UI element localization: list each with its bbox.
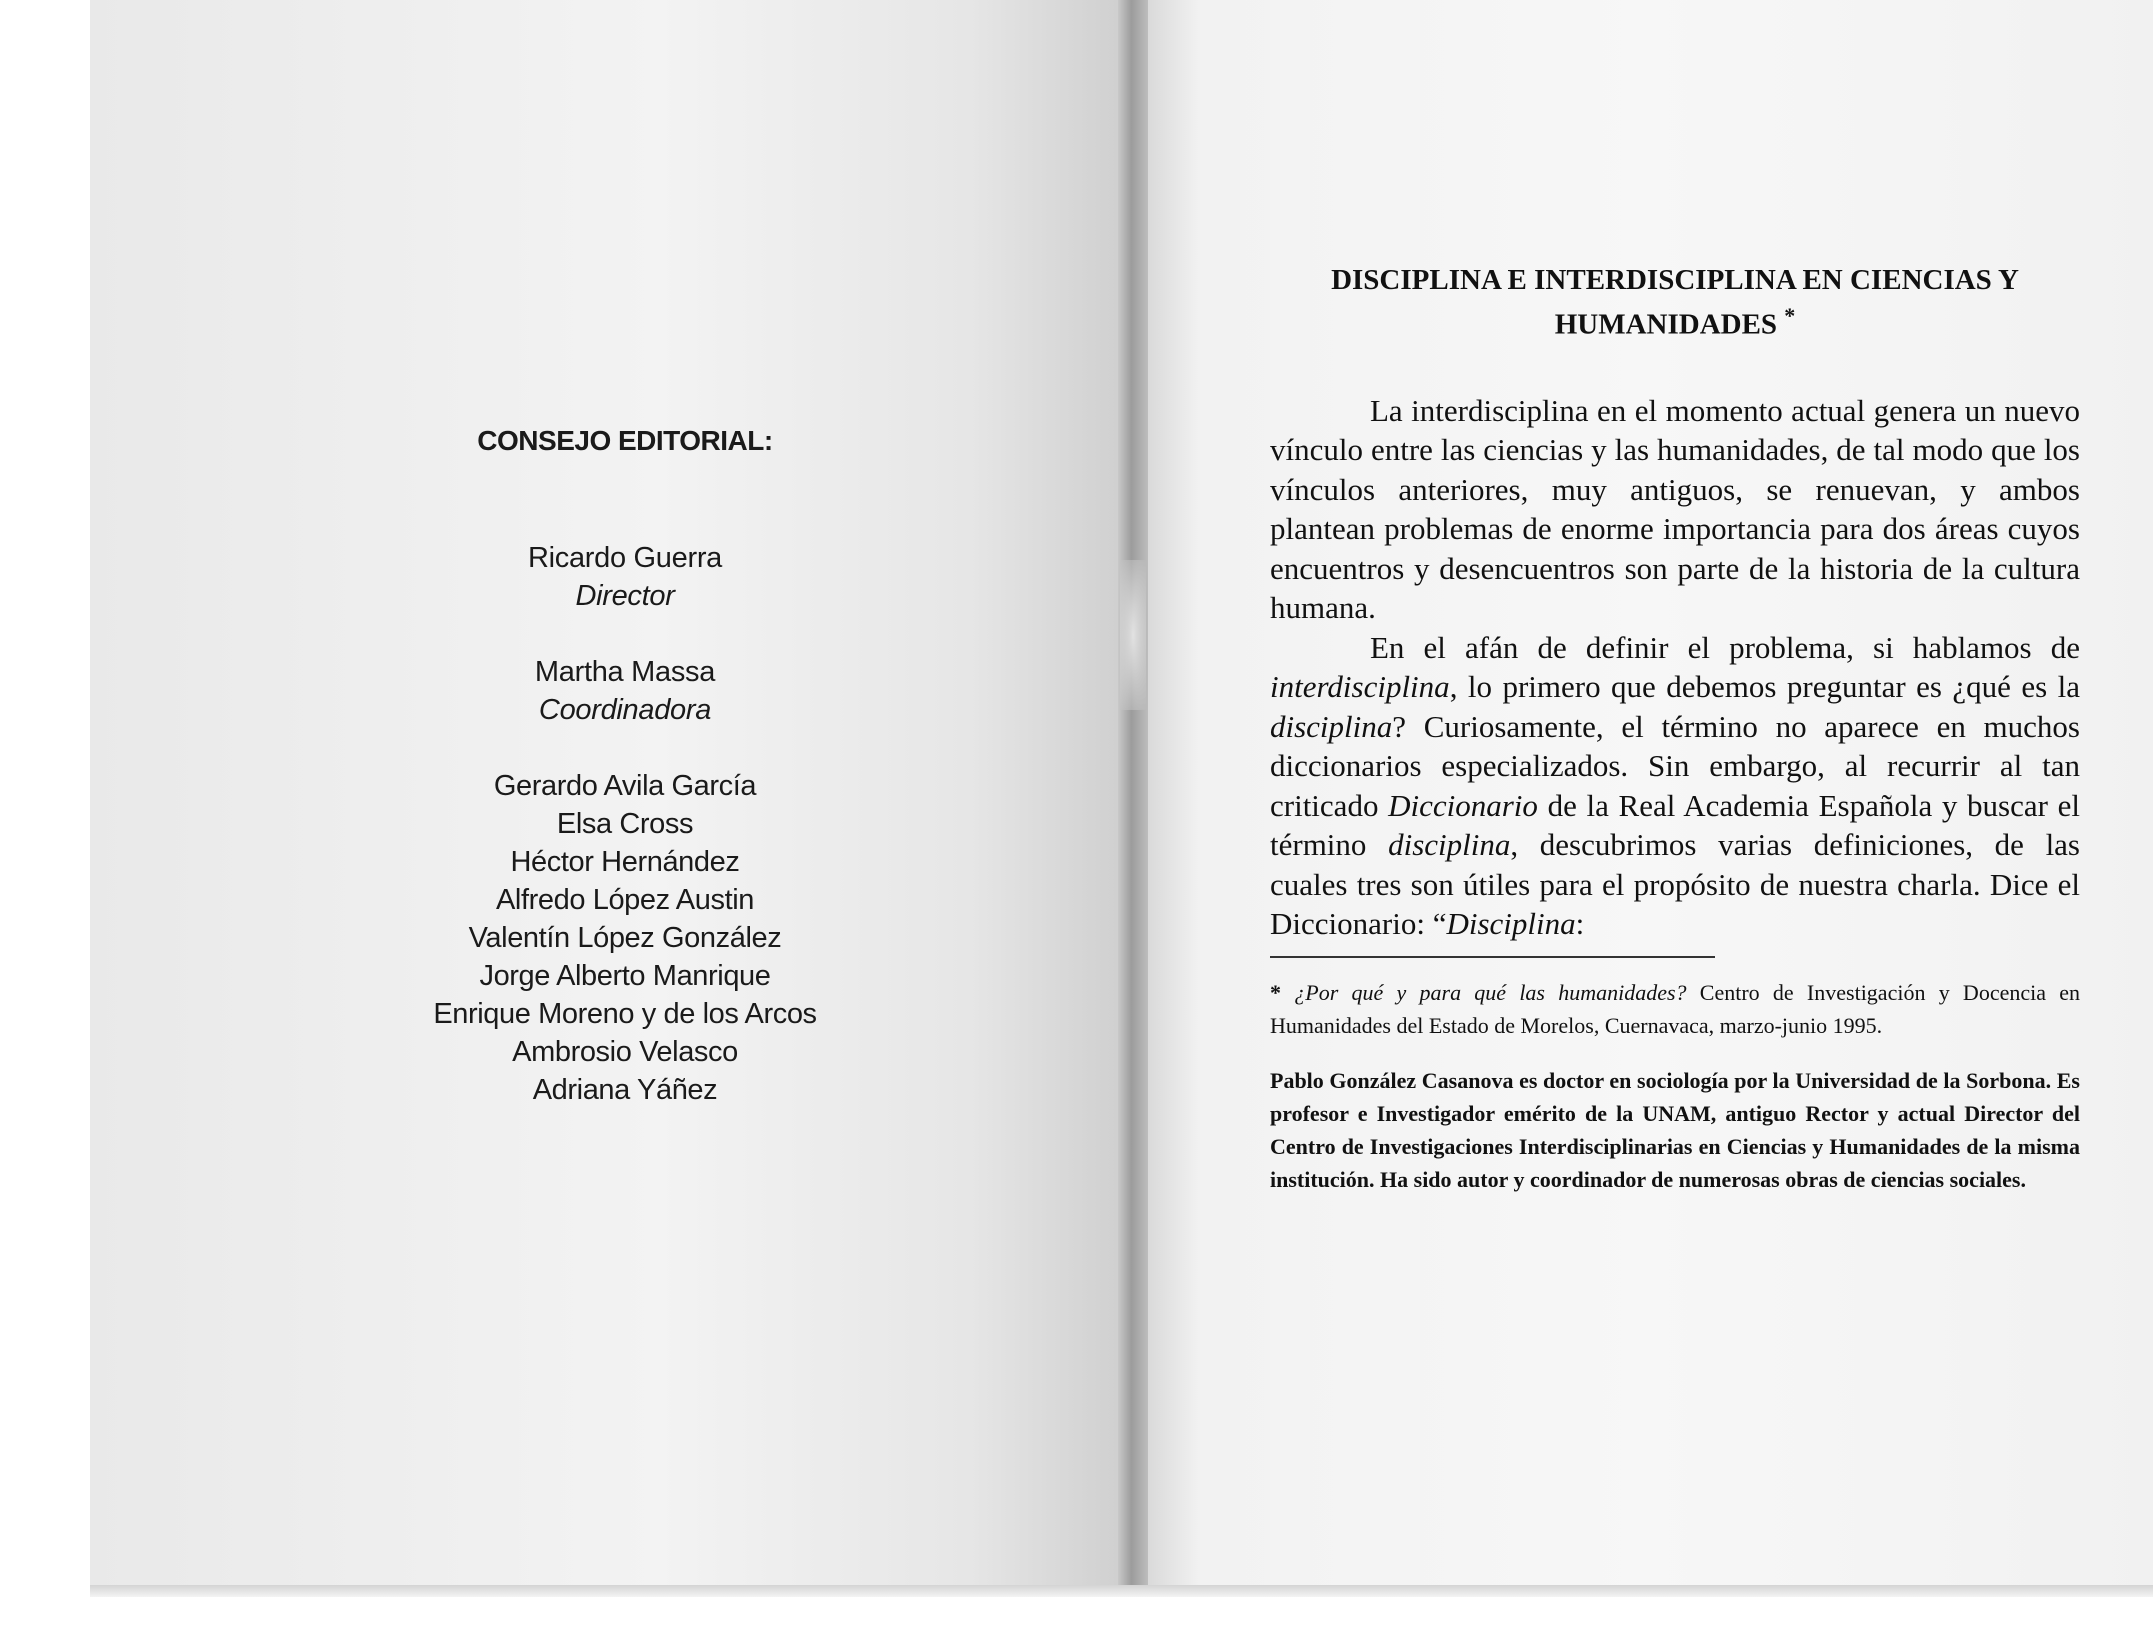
coordinator-block — [380, 653, 870, 729]
footnote-mark: * — [1270, 979, 1281, 1005]
italic-run: interdisciplina — [1270, 669, 1450, 705]
text-run: , descubrimos varias definiciones, de las cuales tres son útiles para el propósito de nuestra charla. Dice el Diccionario: “ — [1270, 827, 2081, 942]
book-gutter — [1118, 0, 1148, 1590]
director-name: Ricardo Guerra — [527, 542, 723, 574]
member-name: Valentín López González — [468, 922, 782, 954]
footnote-divider — [1270, 956, 1715, 958]
editorial-board — [380, 425, 870, 1109]
editorial-members — [380, 767, 870, 1109]
italic-run: disciplina — [1270, 708, 1393, 744]
member-name: Adriana Yáñez — [532, 1074, 718, 1106]
article-title-line2: HUMANIDADES — [1554, 308, 1778, 341]
footnote — [1270, 976, 2080, 1042]
italic-run: disciplina — [1388, 827, 1511, 863]
member-name: Gerardo Avila García — [493, 770, 757, 802]
member-name: Alfredo López Austin — [495, 884, 754, 916]
author-bio: Pablo González Casanova es doctor en sociología por la Universidad de la Sorbona. Es profesor e Investigador emérito de la UNAM, antiguo Rector y actual Director del Centro de Investigaciones Interdisciplinarias en Ciencias y Humanidades de la misma institución. Ha sido autor y coordinador de numerosas obras de ciencias sociales. — [1270, 1067, 2080, 1192]
footnote-title: ¿Por qué y para qué las humanidades? — [1294, 979, 1687, 1005]
member-name: Jorge Alberto Manrique — [479, 960, 771, 992]
coordinator-name: Martha Massa — [534, 656, 716, 688]
paragraph-2 — [1270, 628, 2080, 944]
italic-run: Diccionario — [1388, 787, 1538, 823]
director-role: Director — [575, 580, 675, 612]
coordinator-role: Coordinadora — [538, 694, 712, 726]
paragraph-1: La interdisciplina en el momento actual genera un nuevo vínculo entre las ciencias y las humanidades, de tal modo que los vínculos anteriores, muy antiguos, se renuevan, y ambos plantean problemas de enorme importancia para dos áreas cuyos encuentros y desencuentros son parte de la historia de la cultura humana. — [1270, 392, 2080, 626]
text-run: de la Real Academia Española y buscar el término — [1270, 787, 2080, 863]
text-run: : — [1575, 906, 1585, 942]
editorial-heading: CONSEJO EDITORIAL: — [477, 425, 773, 456]
article-title — [1270, 262, 2080, 343]
text-run: , lo primero que debemos preguntar es ¿qué es la — [1449, 669, 2080, 705]
member-name: Héctor Hernández — [510, 846, 740, 878]
article-body — [1270, 391, 2080, 944]
member-name: Ambrosio Velasco — [512, 1036, 738, 1068]
member-name: Elsa Cross — [556, 808, 694, 840]
footnote-text: Centro de Investigación y Docencia en Humanidades del Estado de Morelos, Cuernavaca, marzo-junio 1995. — [1270, 979, 2081, 1038]
italic-run: Disciplina — [1446, 906, 1576, 942]
page-crease — [1120, 560, 1146, 710]
text-run: En el afán de definir el problema, si hablamos de — [1370, 629, 2080, 665]
page-bottom-edge — [90, 1585, 2153, 1597]
text-run: ? Curiosamente, el término no aparece en muchos diccionarios especializados. Sin embargo, al recurrir al tan criticado — [1270, 708, 2080, 823]
title-footnote-mark: * — [1784, 303, 1796, 328]
member-name: Enrique Moreno y de los Arcos — [433, 998, 817, 1030]
article — [1270, 262, 2080, 1196]
director-block — [380, 539, 870, 615]
article-title-line1: DISCIPLINA E INTERDISCIPLINA EN CIENCIAS Y — [1331, 264, 2019, 296]
